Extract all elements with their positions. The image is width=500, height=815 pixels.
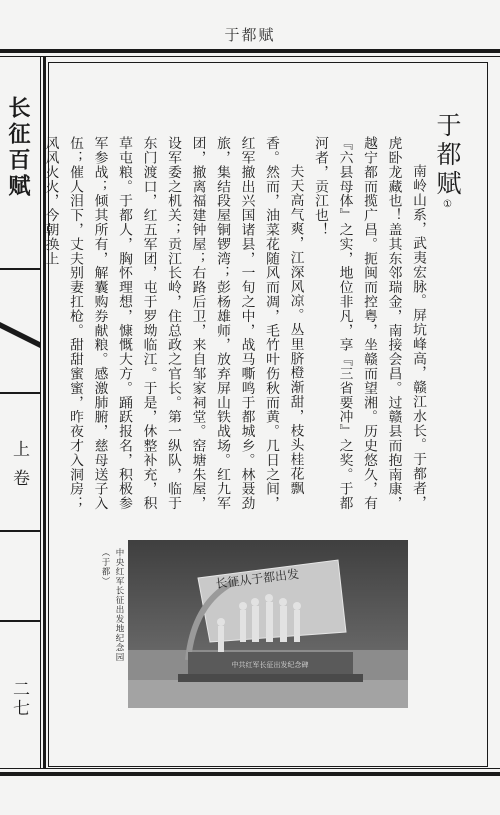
top-rule-thin [0,56,500,57]
bottom-rule-thin [0,768,500,769]
essay-title-text: 于都赋 [433,112,462,199]
monument-base-inscription: 中共红军长征出发纪念碑 [231,661,309,669]
sidebar-rule [0,530,40,532]
sidebar-rule [0,392,40,394]
sidebar-rule [0,268,40,270]
running-header-title: 于都赋 [224,26,276,44]
photo-caption-location: （于都） [100,548,110,586]
monument-inscription: 长征从于都出发 [214,566,300,591]
paragraph: 南岭山系，武夷宏脉。屏坑峰高，赣江水长。于都者，虎卧龙藏也！盖其东邻瑞金，南接会昌。过赣县而抱南康，越宁都而揽广昌。扼闽而控粤，坐赣而望湘。历史悠久，有『六县母体』之实，地位非凡，享『三省要冲』之奖。于都河者，贡江也！ [312,136,426,511]
top-rule [0,49,500,53]
page-number: 二七 [9,680,29,718]
volume-label: 上卷 [9,440,29,498]
monument-illustration [128,540,408,708]
photo-caption-text: 中央红军长征出发地纪念园 [114,548,124,662]
monument-photo [128,540,408,708]
footnote-marker: ① [442,199,453,214]
paragraph: 夫天高气爽，江深风凉。丛里脐橙渐甜，枝头桂花飘香。然而，油菜花随风而凋，毛竹叶伤秋而黄。几日之间，红军撤出兴国诸县，一旬之中，战马嘶鸣于都城乡。林聂劲旅，集结段屋铜锣湾；彭杨雄师，放弃屏山铁战场。红九军团，撤离福建钟屋；右路后卫，来自邹家祠堂。窑塘朱屋，设军委之机关；贡江长岭，住总政之官长。第一纵队，临于东门渡口，红五军团，屯于罗坳临江。于是，休整补充，积草屯粮。于都人，胸怀理想，慷慨大方。踊跃报名，积极参军参战；倾其所有，解囊购券献粮。感激肺腑，慈母送子入伍；催人泪下，丈夫别妻扛枪。甜甜蜜蜜，昨夜才入洞房；风风火火，今朝换上 [42,136,304,511]
photo-caption [96,548,126,708]
bottom-rule [0,772,500,776]
sidebar-ornament [0,320,40,350]
book-title: 长征百赋 [5,96,31,200]
sidebar-rule [0,620,40,622]
essay-title [429,112,465,214]
essay-body [42,136,430,516]
